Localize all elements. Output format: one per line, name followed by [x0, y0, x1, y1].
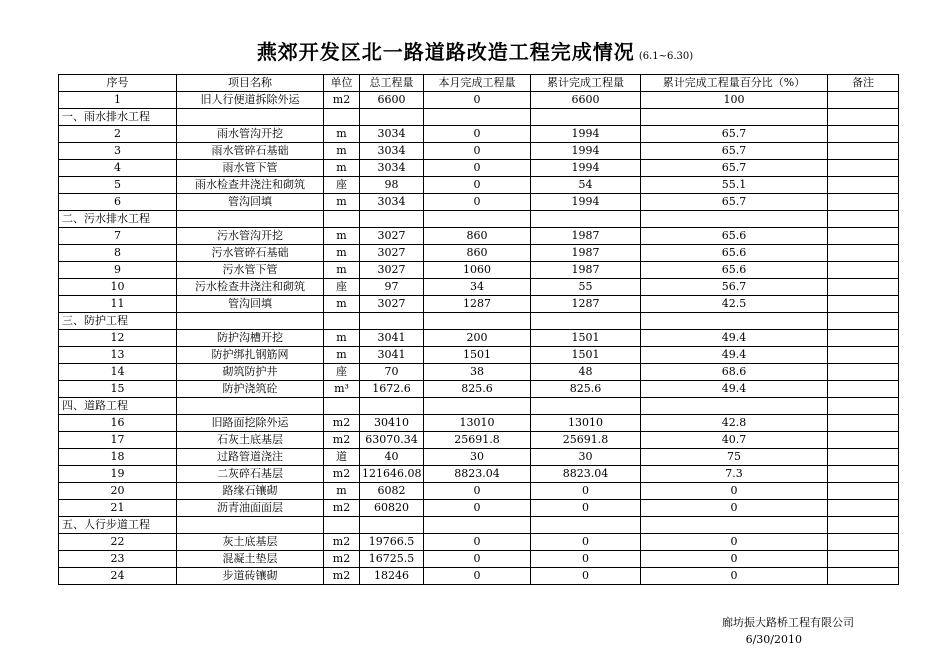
table-row	[59, 449, 899, 466]
total-quantity: 3027	[360, 228, 424, 245]
company-name: 廊坊振大路桥工程有限公司	[722, 616, 854, 629]
row-number: 10	[59, 279, 177, 296]
monthly-completed: 1060	[424, 262, 531, 279]
unit: m	[324, 194, 360, 211]
column-header: 序号	[59, 75, 177, 92]
total-quantity: 70	[360, 364, 424, 381]
completion-percent: 0	[641, 551, 828, 568]
row-number: 1	[59, 92, 177, 109]
empty-cell	[360, 517, 424, 534]
cumulative-completed: 825.6	[531, 381, 641, 398]
remark	[828, 483, 899, 500]
empty-cell	[360, 211, 424, 228]
table-row	[59, 551, 899, 568]
row-number: 9	[59, 262, 177, 279]
table-row	[59, 245, 899, 262]
empty-cell	[424, 211, 531, 228]
table-header-row	[59, 75, 899, 92]
total-quantity: 18246	[360, 568, 424, 585]
empty-cell	[828, 211, 899, 228]
empty-cell	[360, 313, 424, 330]
item-name: 路缘石镶砌	[177, 483, 324, 500]
empty-cell	[324, 211, 360, 228]
section-label: 一、雨水排水工程	[59, 109, 177, 126]
column-header: 备注	[828, 75, 899, 92]
empty-cell	[424, 109, 531, 126]
empty-cell	[641, 517, 828, 534]
cumulative-completed: 1994	[531, 194, 641, 211]
cumulative-completed: 1987	[531, 245, 641, 262]
date-range: (6.1~6.30)	[638, 51, 694, 62]
monthly-completed: 30	[424, 449, 531, 466]
table-row	[59, 194, 899, 211]
remark	[828, 432, 899, 449]
table-row	[59, 347, 899, 364]
completion-percent: 49.4	[641, 347, 828, 364]
monthly-completed: 1501	[424, 347, 531, 364]
section-row	[59, 109, 899, 126]
table-row	[59, 381, 899, 398]
item-name: 砌筑防护井	[177, 364, 324, 381]
monthly-completed: 860	[424, 245, 531, 262]
item-name: 雨水检查井浇注和砌筑	[177, 177, 324, 194]
completion-percent: 56.7	[641, 279, 828, 296]
row-number: 3	[59, 143, 177, 160]
row-number: 22	[59, 534, 177, 551]
monthly-completed: 0	[424, 92, 531, 109]
table-row	[59, 143, 899, 160]
section-label: 五、人行步道工程	[59, 517, 177, 534]
cumulative-completed: 55	[531, 279, 641, 296]
empty-cell	[177, 211, 324, 228]
unit: m2	[324, 551, 360, 568]
cumulative-completed: 8823.04	[531, 466, 641, 483]
unit: m	[324, 330, 360, 347]
item-name: 步道砖镶砌	[177, 568, 324, 585]
monthly-completed: 0	[424, 568, 531, 585]
monthly-completed: 0	[424, 483, 531, 500]
section-row	[59, 398, 899, 415]
empty-cell	[828, 517, 899, 534]
empty-cell	[324, 109, 360, 126]
cumulative-completed: 1994	[531, 143, 641, 160]
unit: 座	[324, 177, 360, 194]
remark	[828, 551, 899, 568]
cumulative-completed: 1994	[531, 160, 641, 177]
unit: m2	[324, 415, 360, 432]
table-body	[59, 92, 899, 585]
remark	[828, 568, 899, 585]
empty-cell	[360, 109, 424, 126]
total-quantity: 60820	[360, 500, 424, 517]
unit: m	[324, 245, 360, 262]
monthly-completed: 34	[424, 279, 531, 296]
completion-percent: 49.4	[641, 330, 828, 347]
item-name: 旧路面挖除外运	[177, 415, 324, 432]
row-number: 4	[59, 160, 177, 177]
monthly-completed: 0	[424, 143, 531, 160]
report-header	[0, 36, 950, 65]
completion-percent: 75	[641, 449, 828, 466]
table-row	[59, 228, 899, 245]
unit: 道	[324, 449, 360, 466]
total-quantity: 3034	[360, 194, 424, 211]
empty-cell	[177, 517, 324, 534]
empty-cell	[324, 313, 360, 330]
unit: m	[324, 143, 360, 160]
item-name: 污水管沟开挖	[177, 228, 324, 245]
item-name: 灰土底基层	[177, 534, 324, 551]
unit: m2	[324, 568, 360, 585]
cumulative-completed: 1501	[531, 347, 641, 364]
empty-cell	[641, 109, 828, 126]
cumulative-completed: 1987	[531, 228, 641, 245]
row-number: 15	[59, 381, 177, 398]
empty-cell	[324, 398, 360, 415]
item-name: 污水管碎石基础	[177, 245, 324, 262]
item-name: 雨水管下管	[177, 160, 324, 177]
empty-cell	[424, 313, 531, 330]
total-quantity: 3034	[360, 143, 424, 160]
table-row	[59, 415, 899, 432]
table-row	[59, 262, 899, 279]
table-row	[59, 177, 899, 194]
remark	[828, 415, 899, 432]
row-number: 11	[59, 296, 177, 313]
completion-percent: 55.1	[641, 177, 828, 194]
column-header: 累计完成工程量百分比（%）	[641, 75, 828, 92]
total-quantity: 3027	[360, 262, 424, 279]
report-date: 6/30/2010	[745, 633, 802, 646]
unit: m2	[324, 500, 360, 517]
table-row	[59, 466, 899, 483]
column-header: 本月完成工程量	[424, 75, 531, 92]
remark	[828, 194, 899, 211]
remark	[828, 92, 899, 109]
section-label: 二、污水排水工程	[59, 211, 177, 228]
total-quantity: 121646.08	[360, 466, 424, 483]
unit: m	[324, 160, 360, 177]
row-number: 16	[59, 415, 177, 432]
unit: m2	[324, 92, 360, 109]
cumulative-completed: 0	[531, 568, 641, 585]
completion-percent: 0	[641, 568, 828, 585]
item-name: 防护绑扎钢筋网	[177, 347, 324, 364]
unit: m	[324, 228, 360, 245]
remark	[828, 279, 899, 296]
remark	[828, 126, 899, 143]
monthly-completed: 0	[424, 194, 531, 211]
remark	[828, 449, 899, 466]
total-quantity: 3034	[360, 126, 424, 143]
total-quantity: 97	[360, 279, 424, 296]
completion-percent: 0	[641, 534, 828, 551]
item-name: 雨水管沟开挖	[177, 126, 324, 143]
empty-cell	[424, 517, 531, 534]
completion-percent: 7.3	[641, 466, 828, 483]
remark	[828, 364, 899, 381]
cumulative-completed: 0	[531, 483, 641, 500]
total-quantity: 3041	[360, 347, 424, 364]
completion-percent: 65.6	[641, 228, 828, 245]
table-row	[59, 296, 899, 313]
monthly-completed: 0	[424, 534, 531, 551]
completion-percent: 65.7	[641, 194, 828, 211]
table-row	[59, 330, 899, 347]
total-quantity: 1672.6	[360, 381, 424, 398]
column-header: 项目名称	[177, 75, 324, 92]
unit: m	[324, 483, 360, 500]
completion-percent: 65.6	[641, 262, 828, 279]
empty-cell	[324, 517, 360, 534]
monthly-completed: 0	[424, 126, 531, 143]
cumulative-completed: 6600	[531, 92, 641, 109]
row-number: 8	[59, 245, 177, 262]
cumulative-completed: 54	[531, 177, 641, 194]
total-quantity: 63070.34	[360, 432, 424, 449]
unit: m	[324, 262, 360, 279]
item-name: 混凝土垫层	[177, 551, 324, 568]
cumulative-completed: 1501	[531, 330, 641, 347]
empty-cell	[641, 398, 828, 415]
progress-table	[58, 74, 899, 585]
empty-cell	[360, 398, 424, 415]
column-header: 累计完成工程量	[531, 75, 641, 92]
remark	[828, 262, 899, 279]
remark	[828, 245, 899, 262]
section-row	[59, 313, 899, 330]
completion-percent: 65.7	[641, 160, 828, 177]
row-number: 20	[59, 483, 177, 500]
row-number: 13	[59, 347, 177, 364]
item-name: 防护沟槽开挖	[177, 330, 324, 347]
cumulative-completed: 13010	[531, 415, 641, 432]
total-quantity: 30410	[360, 415, 424, 432]
empty-cell	[531, 398, 641, 415]
empty-cell	[641, 211, 828, 228]
unit: 座	[324, 364, 360, 381]
remark	[828, 330, 899, 347]
unit: m2	[324, 432, 360, 449]
empty-cell	[828, 313, 899, 330]
total-quantity: 3034	[360, 160, 424, 177]
remark	[828, 534, 899, 551]
cumulative-completed: 1994	[531, 126, 641, 143]
total-quantity: 3027	[360, 245, 424, 262]
monthly-completed: 8823.04	[424, 466, 531, 483]
cumulative-completed: 30	[531, 449, 641, 466]
item-name: 石灰土底基层	[177, 432, 324, 449]
row-number: 21	[59, 500, 177, 517]
table-row	[59, 568, 899, 585]
empty-cell	[531, 517, 641, 534]
item-name: 管沟回填	[177, 296, 324, 313]
row-number: 18	[59, 449, 177, 466]
monthly-completed: 1287	[424, 296, 531, 313]
total-quantity: 6082	[360, 483, 424, 500]
table-row	[59, 126, 899, 143]
table-row	[59, 432, 899, 449]
empty-cell	[828, 398, 899, 415]
completion-percent: 40.7	[641, 432, 828, 449]
completion-percent: 68.6	[641, 364, 828, 381]
total-quantity: 3041	[360, 330, 424, 347]
item-name: 污水检查井浇注和砌筑	[177, 279, 324, 296]
item-name: 过路管道浇注	[177, 449, 324, 466]
completion-percent: 42.5	[641, 296, 828, 313]
monthly-completed: 13010	[424, 415, 531, 432]
total-quantity: 16725.5	[360, 551, 424, 568]
unit: m2	[324, 466, 360, 483]
empty-cell	[531, 313, 641, 330]
item-name: 雨水管碎石基础	[177, 143, 324, 160]
empty-cell	[177, 313, 324, 330]
table-row	[59, 279, 899, 296]
item-name: 管沟回填	[177, 194, 324, 211]
unit: 座	[324, 279, 360, 296]
remark	[828, 500, 899, 517]
monthly-completed: 0	[424, 551, 531, 568]
completion-percent: 100	[641, 92, 828, 109]
cumulative-completed: 25691.8	[531, 432, 641, 449]
section-row	[59, 517, 899, 534]
section-label: 三、防护工程	[59, 313, 177, 330]
row-number: 12	[59, 330, 177, 347]
item-name: 防护浇筑砼	[177, 381, 324, 398]
unit: m³	[324, 381, 360, 398]
empty-cell	[177, 109, 324, 126]
row-number: 17	[59, 432, 177, 449]
remark	[828, 143, 899, 160]
monthly-completed: 0	[424, 500, 531, 517]
remark	[828, 466, 899, 483]
completion-percent: 0	[641, 483, 828, 500]
monthly-completed: 860	[424, 228, 531, 245]
row-number: 7	[59, 228, 177, 245]
monthly-completed: 200	[424, 330, 531, 347]
cumulative-completed: 48	[531, 364, 641, 381]
monthly-completed: 825.6	[424, 381, 531, 398]
completion-percent: 42.8	[641, 415, 828, 432]
page-title: 燕郊开发区北一路道路改造工程完成情况	[256, 40, 635, 64]
unit: m2	[324, 534, 360, 551]
completion-percent: 65.7	[641, 143, 828, 160]
completion-percent: 65.6	[641, 245, 828, 262]
unit: m	[324, 126, 360, 143]
remark	[828, 347, 899, 364]
remark	[828, 381, 899, 398]
total-quantity: 19766.5	[360, 534, 424, 551]
row-number: 5	[59, 177, 177, 194]
row-number: 19	[59, 466, 177, 483]
table-row	[59, 364, 899, 381]
remark	[828, 160, 899, 177]
row-number: 24	[59, 568, 177, 585]
cumulative-completed: 0	[531, 534, 641, 551]
table-row	[59, 483, 899, 500]
total-quantity: 98	[360, 177, 424, 194]
empty-cell	[828, 109, 899, 126]
monthly-completed: 0	[424, 160, 531, 177]
table-row	[59, 534, 899, 551]
monthly-completed: 38	[424, 364, 531, 381]
table-row	[59, 92, 899, 109]
remark	[828, 228, 899, 245]
cumulative-completed: 1287	[531, 296, 641, 313]
row-number: 14	[59, 364, 177, 381]
empty-cell	[641, 313, 828, 330]
section-label: 四、道路工程	[59, 398, 177, 415]
row-number: 6	[59, 194, 177, 211]
completion-percent: 65.7	[641, 126, 828, 143]
row-number: 2	[59, 126, 177, 143]
row-number: 23	[59, 551, 177, 568]
total-quantity: 40	[360, 449, 424, 466]
item-name: 二灰碎石基层	[177, 466, 324, 483]
item-name: 沥青油面面层	[177, 500, 324, 517]
column-header: 单位	[324, 75, 360, 92]
empty-cell	[531, 211, 641, 228]
item-name: 污水管下管	[177, 262, 324, 279]
cumulative-completed: 1987	[531, 262, 641, 279]
empty-cell	[424, 398, 531, 415]
unit: m	[324, 347, 360, 364]
total-quantity: 3027	[360, 296, 424, 313]
completion-percent: 0	[641, 500, 828, 517]
table-row	[59, 160, 899, 177]
monthly-completed: 25691.8	[424, 432, 531, 449]
column-header: 总工程量	[360, 75, 424, 92]
total-quantity: 6600	[360, 92, 424, 109]
cumulative-completed: 0	[531, 500, 641, 517]
monthly-completed: 0	[424, 177, 531, 194]
remark	[828, 177, 899, 194]
empty-cell	[531, 109, 641, 126]
empty-cell	[177, 398, 324, 415]
remark	[828, 296, 899, 313]
section-row	[59, 211, 899, 228]
cumulative-completed: 0	[531, 551, 641, 568]
unit: m	[324, 296, 360, 313]
item-name: 旧人行便道拆除外运	[177, 92, 324, 109]
completion-percent: 49.4	[641, 381, 828, 398]
table-row	[59, 500, 899, 517]
